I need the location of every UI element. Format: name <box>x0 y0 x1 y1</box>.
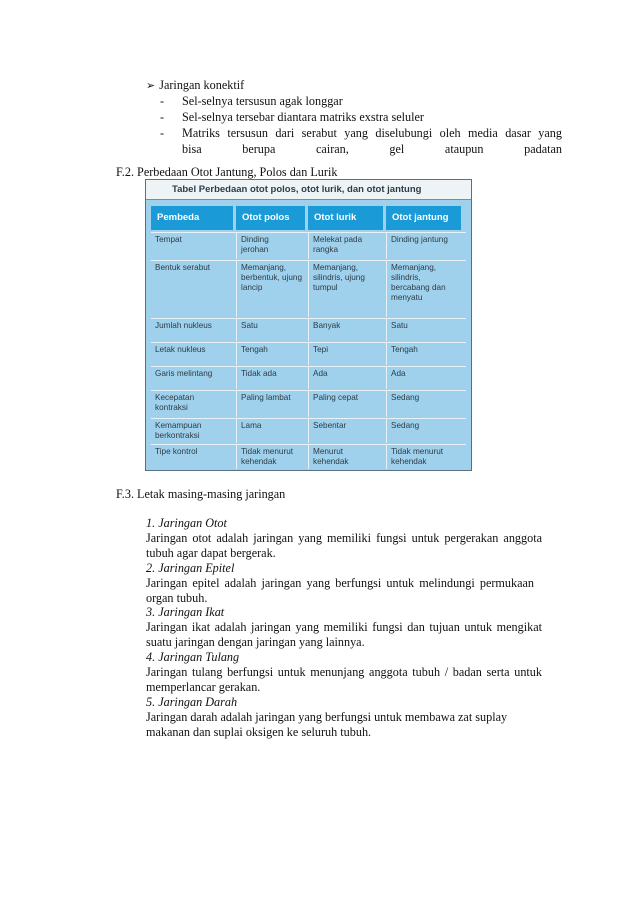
section-title-ikat: 3. Jaringan Ikat <box>146 605 225 619</box>
konektif-dash: - <box>160 110 165 124</box>
table-cell: Banyak <box>308 319 383 341</box>
table-cell: Kecepatan kontraksi <box>155 393 195 412</box>
table-cell: Sedang <box>386 419 461 443</box>
table-cell: Memanjang, silindris, ujung tumpul <box>308 261 383 317</box>
table-cell: Memanjang, silindris, bercabang dan menyatu <box>386 261 461 317</box>
section-text: Jaringan ikat adalah jaringan yang memiliki fungsi dan tujuan untuk mengikat <box>146 620 542 634</box>
konektif-item-3: Matriks tersusun dari serabut yang diselubungi oleh media dasar yang <box>182 126 562 140</box>
table-row <box>151 444 466 469</box>
section-heading-f3: F.3. Letak masing-masing jaringan <box>116 487 286 501</box>
table-cell: Kemampuan berkontraksi <box>155 421 202 440</box>
table-title: Tabel Perbedaan otot polos, otot lurik, dan otot jantung <box>146 180 471 200</box>
konektif-dash: - <box>160 126 165 140</box>
konektif-dash: - <box>160 94 165 108</box>
section-text: makanan dan suplai oksigen ke seluruh tubuh. <box>146 725 372 739</box>
table-row <box>151 418 466 443</box>
section-text: tubuh agar dapat bergerak. <box>146 546 276 560</box>
table-cell: Letak nukleus <box>155 345 206 354</box>
table-cell: Melekat pada rangka <box>308 233 383 259</box>
table-cell: Dinding jantung <box>386 233 461 259</box>
konektif-heading: ➢ Jaringan konektif <box>146 78 245 92</box>
section-text: memperlancar gerakan. <box>146 680 261 694</box>
table-row <box>151 342 466 365</box>
table-cell: Ada <box>386 367 461 389</box>
table-header-cell: Otot jantung <box>386 206 461 230</box>
konektif-item-1: Sel-selnya tersusun agak longgar <box>182 94 343 108</box>
comparison-table <box>145 179 472 471</box>
konektif-item-2: Sel-selnya tersebar diantara matriks exstra seluler <box>182 110 424 124</box>
section-title-darah: 5. Jaringan Darah <box>146 695 238 709</box>
table-cell: Paling lambat <box>236 391 305 417</box>
section-text: Jaringan tulang berfungsi untuk menunjang anggota tubuh / badan serta untuk <box>146 665 542 679</box>
arrow-bullet-icon: ➢ <box>146 80 156 92</box>
table-cell: Jumlah nukleus <box>155 321 212 330</box>
table-cell: Paling cepat <box>308 391 383 417</box>
section-text: Jaringan darah adalah jaringan yang berfungsi untuk membawa zat suplay <box>146 710 508 724</box>
table-cell: Tengah <box>236 343 305 365</box>
table-cell: Ada <box>308 367 383 389</box>
table-header-row <box>151 206 466 230</box>
table-cell: Satu <box>386 319 461 341</box>
section-title-epitel: 2. Jaringan Epitel <box>146 561 235 575</box>
table-header-cell: Otot polos <box>236 206 305 230</box>
table-cell: Tengah <box>386 343 461 365</box>
table-cell: Tidak menurut kehendak <box>386 445 461 469</box>
table-cell: Tidak menurut kehendak <box>236 445 305 469</box>
table-cell: Lama <box>236 419 305 443</box>
table-row <box>151 390 466 417</box>
table-cell: Dinding jerohan <box>236 233 305 259</box>
table-cell: Tepi <box>308 343 383 365</box>
table-cell: Memanjang, berbentuk, ujung lancip <box>236 261 305 317</box>
section-text: suatu jaringan dengan jaringan yang lainnya. <box>146 635 365 649</box>
table-row <box>151 318 466 341</box>
section-heading-f2: F.2. Perbedaan Otot Jantung, Polos dan Lurik <box>116 165 338 179</box>
section-title-otot: 1. Jaringan Otot <box>146 516 227 530</box>
konektif-item-3-cont: bisa berupa cairan, gel ataupun padatan <box>182 142 562 156</box>
table-row <box>151 232 466 259</box>
table-header-cell: Pembeda <box>151 206 233 230</box>
table-cell: Tidak ada <box>236 367 305 389</box>
table-cell: Menurut kehendak <box>308 445 383 469</box>
table-cell: Sebentar <box>308 419 383 443</box>
section-text: Jaringan otot adalah jaringan yang memiliki fungsi untuk pergerakan anggota <box>146 531 542 545</box>
table-row <box>151 260 466 317</box>
table-cell: Tempat <box>155 235 182 244</box>
table-cell: Garis melintang <box>155 369 213 378</box>
section-title-tulang: 4. Jaringan Tulang <box>146 650 240 664</box>
table-row <box>151 366 466 389</box>
section-text: Jaringan epitel adalah jaringan yang berfungsi untuk melindungi permukaan <box>146 576 534 590</box>
table-cell: Bentuk serabut <box>155 263 211 272</box>
section-text: organ tubuh. <box>146 591 208 605</box>
table-cell: Sedang <box>386 391 461 417</box>
table-header-cell: Otot lurik <box>308 206 383 230</box>
table-cell: Tipe kontrol <box>155 447 198 456</box>
table-cell: Satu <box>236 319 305 341</box>
